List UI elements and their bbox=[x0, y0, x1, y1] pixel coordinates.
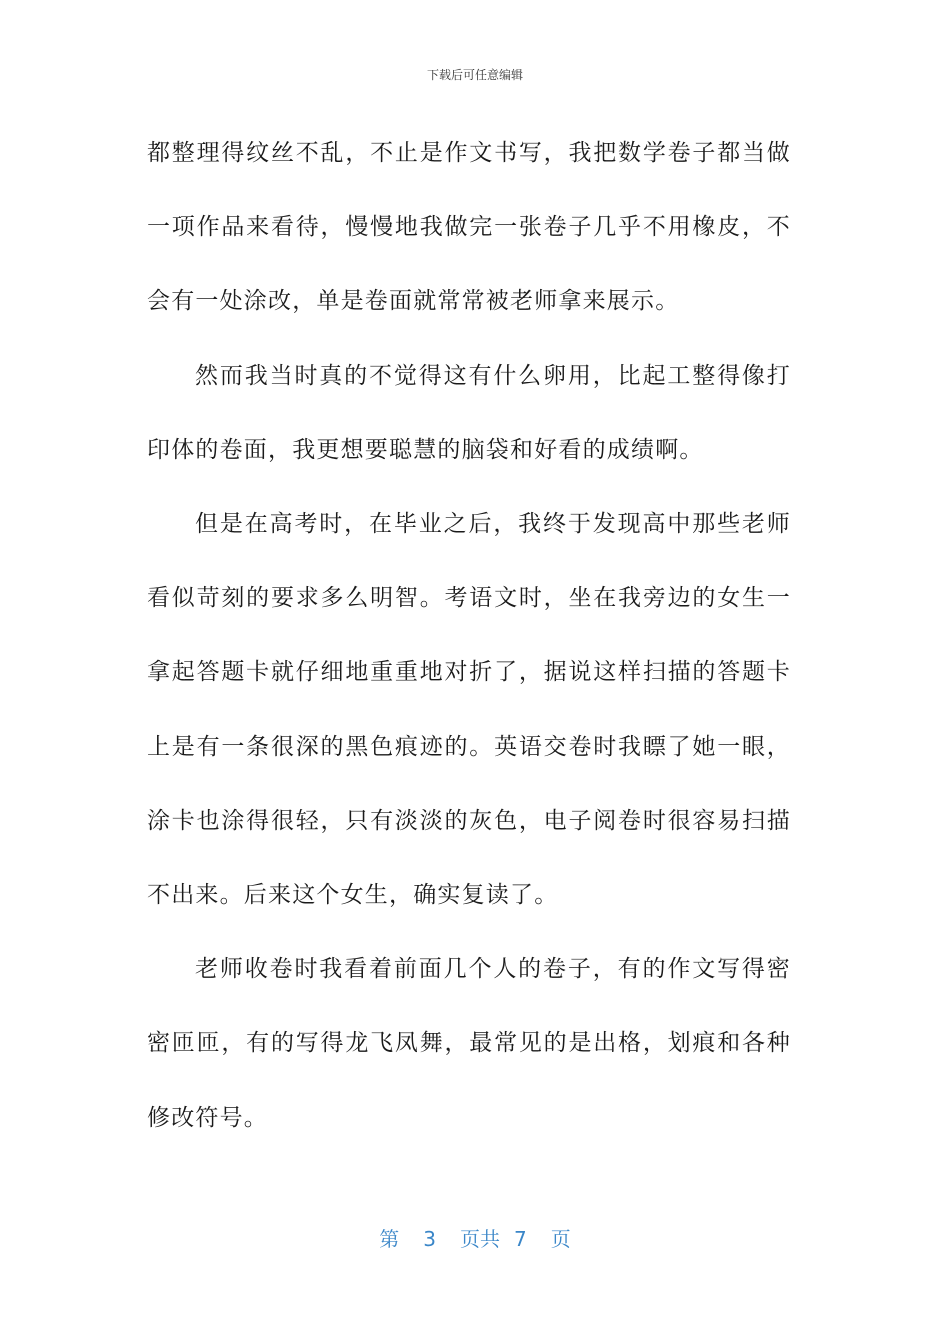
footer-total-pages: 7 bbox=[514, 1227, 527, 1251]
document-body bbox=[147, 116, 791, 1155]
header-text: 下载后可任意编辑 bbox=[426, 68, 523, 82]
page-footer bbox=[0, 1226, 950, 1252]
footer-suffix: 页 bbox=[550, 1227, 571, 1251]
paragraph-4: 老师收卷时我看着前面几个人的卷子，有的作文写得密密匝匝，有的写得龙飞凤舞，最常见的是出格，划痕和各种修改符号。 bbox=[147, 956, 791, 1131]
paragraph-3: 但是在高考时，在毕业之后，我终于发现高中那些老师看似苛刻的要求多么明智。考语文时，坐在我旁边的女生一拿起答题卡就仔细地重重地对折了，据说这样扫描的答题卡上是有一条很深的黑色痕迹的。英语交卷时我瞟了她一眼，涂卡也涂得很轻，只有淡淡的灰色，电子阅卷时很容易扫描不出来。后来这个女生，确实复读了。 bbox=[147, 511, 791, 909]
paragraph-2: 然而我当时真的不觉得这有什么卵用，比起工整得像打印体的卷面，我更想要聪慧的脑袋和好看的成绩啊。 bbox=[147, 362, 791, 463]
footer-middle: 页共 bbox=[460, 1227, 500, 1251]
paragraph-1: 都整理得纹丝不乱，不止是作文书写，我把数学卷子都当做一项作品来看待，慢慢地我做完一张卷子几乎不用橡皮，不会有一处涂改，单是卷面就常常被老师拿来展示。 bbox=[147, 140, 791, 315]
footer-page-number: 3 bbox=[423, 1227, 436, 1251]
footer-prefix: 第 bbox=[379, 1227, 400, 1251]
page-header bbox=[0, 67, 950, 83]
